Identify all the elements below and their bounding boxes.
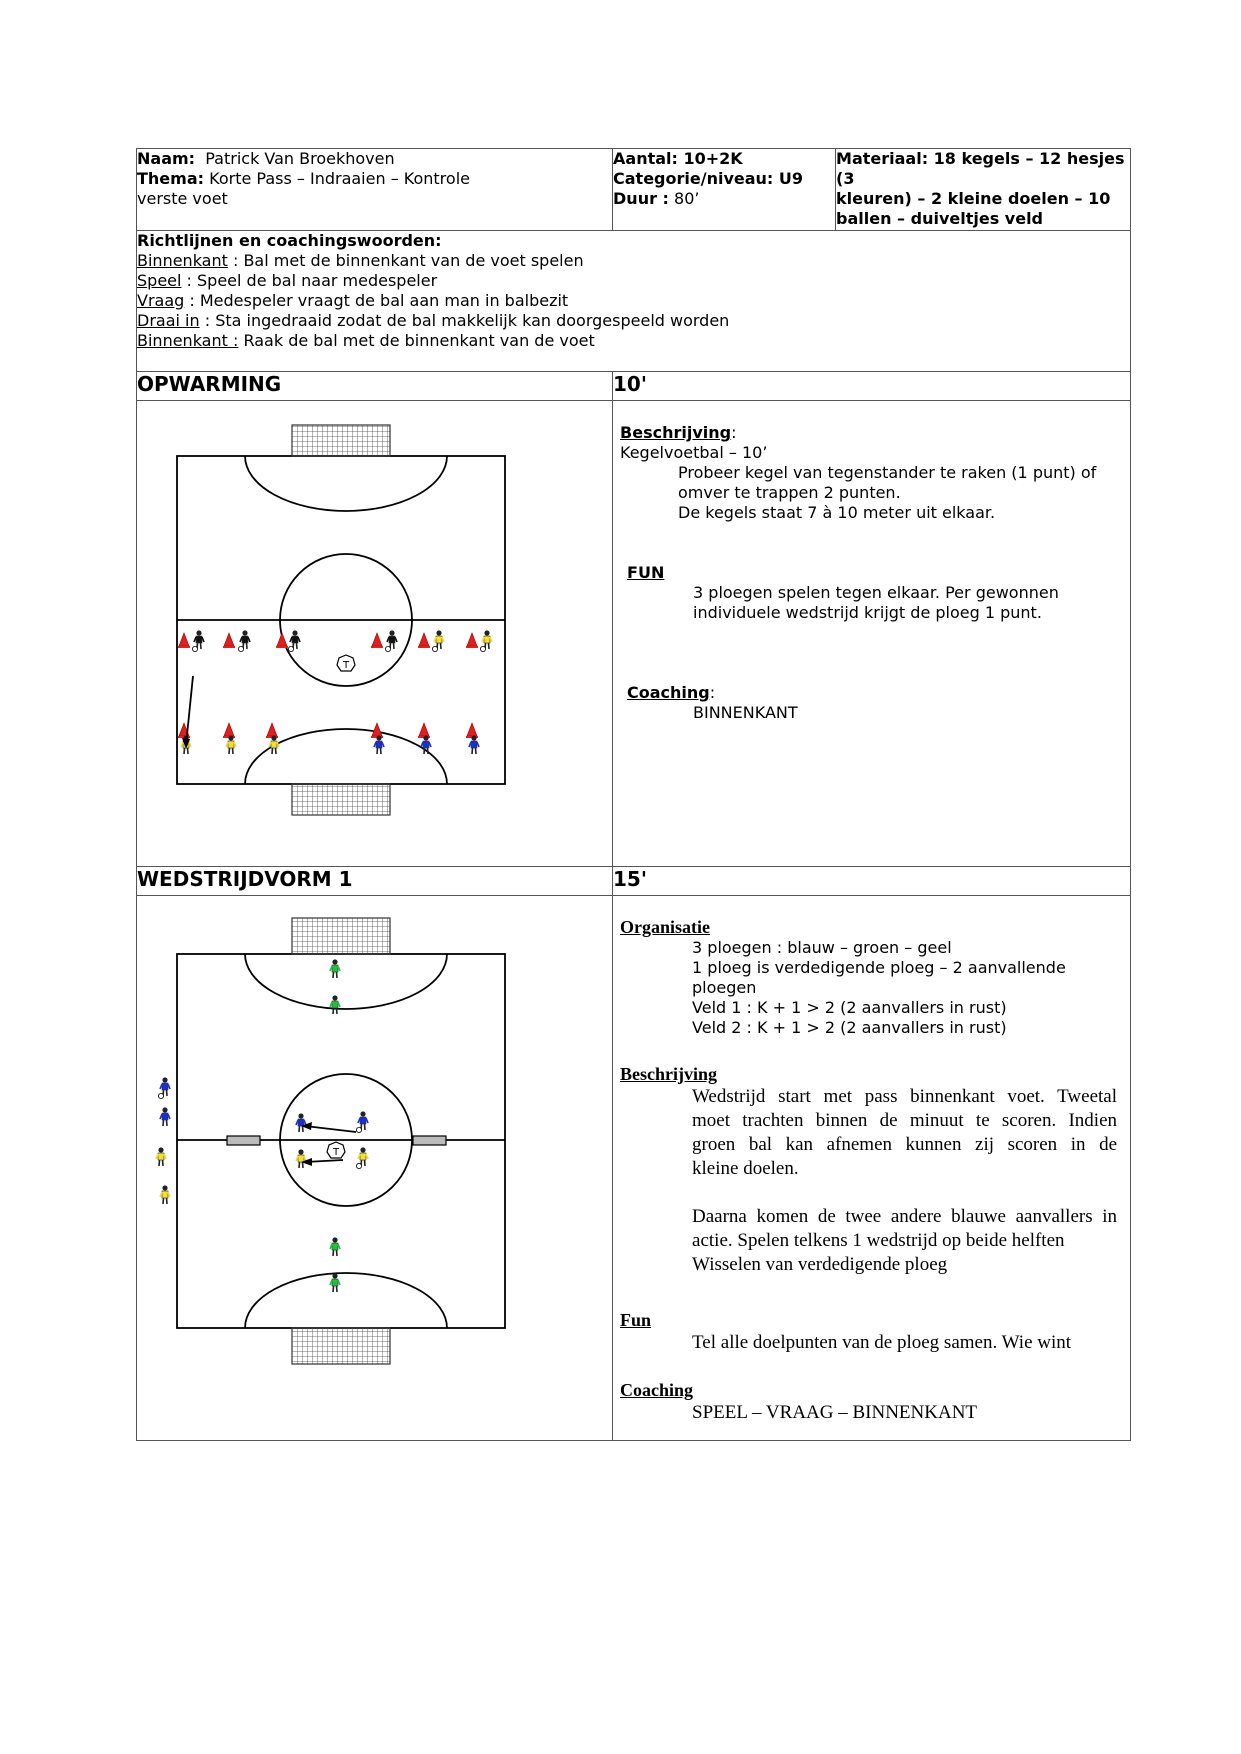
top-goal-net <box>292 918 390 954</box>
guideline-term: Speel <box>137 271 182 290</box>
organisatie-label: Organisatie <box>620 917 711 937</box>
guideline-item <box>137 251 1130 271</box>
ball-icon <box>356 1127 361 1132</box>
cone-icon <box>223 723 235 738</box>
warmup-line2: Probeer kegel van tegenstander te raken (1 punt) of <box>678 463 1097 482</box>
warmup-line4: De kegels staat 7 à 10 meter uit elkaar. <box>678 503 996 522</box>
besch-line2: moet trachten binnen de minuut te scoren. Indien <box>692 1110 1118 1131</box>
cone-icon <box>178 633 190 648</box>
guideline-text: : Medespeler vraagt de bal aan man in balbezit <box>184 291 569 310</box>
materiaal-3: ballen – duiveltjes veld <box>836 209 1044 228</box>
player-icon <box>469 735 479 754</box>
player-icon <box>356 1147 368 1168</box>
naam-value: Patrick Van Broekhoven <box>205 149 395 168</box>
cone-icon <box>223 633 235 648</box>
fun-text: Tel alle doelpunten van de ploeg samen. Wie wint <box>692 1332 1072 1353</box>
session-sheet <box>136 148 1131 1441</box>
guideline-item <box>137 291 1130 311</box>
besch-line5: Daarna komen de twee andere blauwe aanvallers in <box>692 1206 1118 1227</box>
materiaal-2: kleuren) – 2 kleine doelen – 10 <box>836 189 1111 208</box>
match-text-cell <box>613 896 1131 1441</box>
guideline-item <box>137 311 1130 331</box>
beschrijving-label: Beschrijving <box>620 1064 718 1084</box>
guideline-text: Raak de bal met de binnenkant van de voet <box>238 331 595 350</box>
ball-icon <box>238 646 243 651</box>
section2-time: 15' <box>613 867 1131 896</box>
warmup-line3: omver te trappen 2 punten. <box>678 483 901 502</box>
fun-label: FUN <box>627 563 665 582</box>
player-icon <box>385 630 397 651</box>
player-icon <box>288 630 300 651</box>
duur-value: 80’ <box>674 189 700 208</box>
coaching-text: SPEEL – VRAAG – BINNENKANT <box>692 1402 978 1423</box>
match-diagram-cell <box>137 896 613 1441</box>
naam-label: Naam: <box>137 149 196 168</box>
player-icon <box>160 1107 170 1126</box>
besch-line1: Wedstrijd start met pass binnenkant voet. Tweetal <box>692 1086 1118 1107</box>
player-icon <box>374 735 384 754</box>
match-pitch-diagram <box>137 896 613 1440</box>
player-icon <box>158 1077 170 1098</box>
header-materiaal <box>836 149 1131 231</box>
header-counts <box>613 149 836 231</box>
trainer-marker <box>337 655 355 671</box>
pass-arrow <box>305 1126 356 1132</box>
small-goal-right <box>413 1136 446 1145</box>
org-line2: 1 ploeg is verdedigende ploeg – 2 aanvallende <box>692 958 1066 977</box>
besch-line3: groen bal kan afnemen kunnen zij scoren in de <box>692 1134 1118 1155</box>
fun-line1: 3 ploegen spelen tegen elkaar. Per gewonnen <box>693 583 1059 602</box>
ball-icon <box>480 646 485 651</box>
player-icon <box>156 1147 166 1166</box>
guideline-text: : Sta ingedraaid zodat de bal makkelijk kan doorgespeeld worden <box>199 311 730 330</box>
pitch-lines <box>177 954 505 1328</box>
ball-icon <box>385 646 390 651</box>
org-line5: Veld 2 : K + 1 > 2 (2 aanvallers in rust) <box>692 1018 1007 1037</box>
thema-value-cont: verste voet <box>137 189 228 208</box>
fun-label: Fun <box>620 1310 652 1330</box>
small-goal-left <box>227 1136 260 1145</box>
warmup-text-cell <box>613 401 1131 867</box>
header-name-theme <box>137 149 613 231</box>
player-icon <box>226 735 236 754</box>
coaching-text: BINNENKANT <box>693 703 798 722</box>
cone-icon <box>371 633 383 648</box>
cone-icon <box>418 723 430 738</box>
player-icon <box>330 1237 340 1256</box>
colon: : <box>709 683 716 702</box>
player-icon <box>296 1113 306 1132</box>
cone-icon <box>276 633 288 648</box>
trainer-marker <box>327 1142 345 1158</box>
bottom-goal-net <box>292 1328 390 1364</box>
guideline-item <box>137 271 1130 291</box>
player-icon <box>330 1273 340 1292</box>
besch-line6: actie. Spelen telkens 1 wedstrijd op beide helften <box>692 1230 1065 1251</box>
cone-icon <box>466 633 478 648</box>
player-icon <box>356 1111 368 1132</box>
guideline-text: : Speel de bal naar medespeler <box>181 271 438 290</box>
player-icon <box>296 1149 306 1168</box>
warmup-line1: Kegelvoetbal – 10’ <box>620 443 768 462</box>
section2-title: WEDSTRIJDVORM 1 <box>137 867 613 896</box>
guideline-term: Binnenkant : <box>137 331 239 350</box>
trainer-label: T <box>332 1147 340 1158</box>
guideline-term: Binnenkant <box>137 251 228 270</box>
player-icon <box>330 959 340 978</box>
ball-icon <box>356 1163 361 1168</box>
player-icon <box>480 630 492 651</box>
thema-label: Thema: <box>137 169 205 188</box>
player-icon <box>432 630 444 651</box>
cone-icon <box>266 723 278 738</box>
guideline-term: Draai in <box>137 311 200 330</box>
section1-time: 10' <box>613 372 1131 401</box>
trainer-label: T <box>342 660 350 671</box>
player-icon <box>160 1185 170 1204</box>
cone-icon <box>466 723 478 738</box>
guideline-item <box>137 331 1130 351</box>
guideline-text: : Bal met de binnenkant van de voet spelen <box>227 251 584 270</box>
ball-icon <box>158 1093 163 1098</box>
guidelines-title: Richtlijnen en coachingswoorden: <box>137 231 442 250</box>
pass-arrow <box>186 676 193 745</box>
categorie: Categorie/niveau: U9 <box>613 169 804 188</box>
coaching-label: Coaching <box>620 1380 694 1400</box>
org-line4: Veld 1 : K + 1 > 2 (2 aanvallers in rust) <box>692 998 1007 1017</box>
org-line3: ploegen <box>692 978 757 997</box>
top-goal-net <box>292 425 390 456</box>
section1-title: OPWARMING <box>137 372 613 401</box>
materiaal-1: Materiaal: 18 kegels – 12 hesjes (3 <box>836 149 1125 188</box>
player-icon <box>269 735 279 754</box>
fun-line2: individuele wedstrijd krijgt de ploeg 1 punt. <box>693 603 1042 622</box>
aantal: Aantal: 10+2K <box>613 149 743 168</box>
besch-line7: Wisselen van verdedigende ploeg <box>692 1254 948 1275</box>
warmup-diagram-cell <box>137 401 613 867</box>
duur-label: Duur : <box>613 189 669 208</box>
org-line1: 3 ploegen : blauw – groen – geel <box>692 938 952 957</box>
colon: : <box>731 423 737 442</box>
beschrijving-label: Beschrijving <box>620 423 732 442</box>
ball-icon <box>432 646 437 651</box>
ball-icon <box>192 646 197 651</box>
player-icon <box>238 630 250 651</box>
ball-icon <box>288 646 293 651</box>
coaching-label: Coaching <box>627 683 710 702</box>
thema-value: Korte Pass – Indraaien – Kontrole <box>209 169 470 188</box>
cone-icon <box>418 633 430 648</box>
guidelines <box>137 231 1131 372</box>
besch-line4: kleine doelen. <box>692 1158 799 1179</box>
guideline-term: Vraag <box>137 291 185 310</box>
player-icon <box>330 995 340 1014</box>
warmup-pitch-diagram <box>137 401 613 866</box>
bottom-goal-net <box>292 784 390 815</box>
player-icon <box>192 630 204 651</box>
